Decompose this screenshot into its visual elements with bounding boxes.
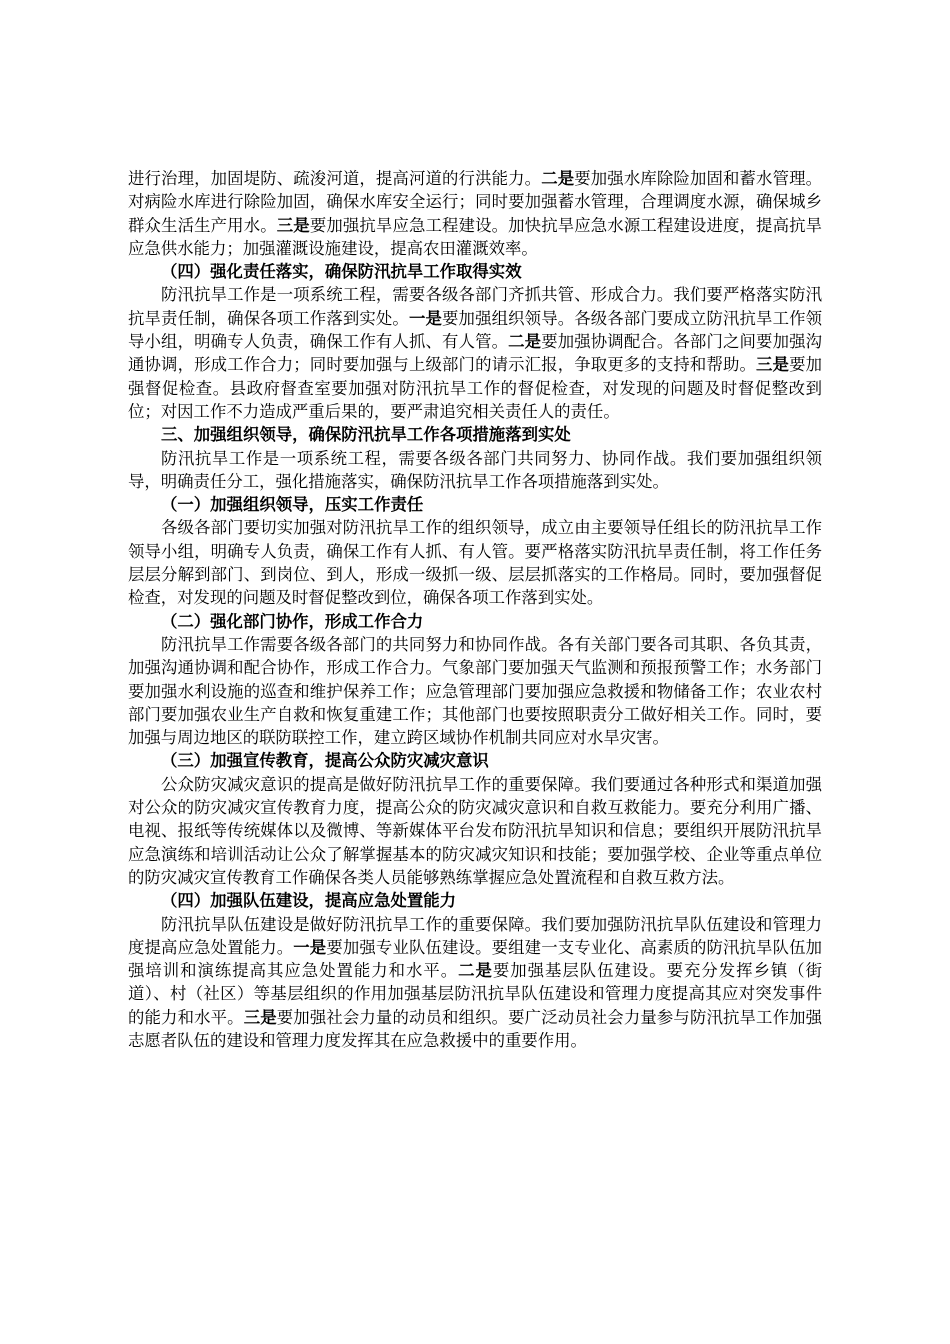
paragraph-text: 防汛抗旱队伍建设是做好防汛抗旱工作的重要保障。我们要加强防汛抗旱队伍建设和管理力度提高应急处置能力。 [128,914,822,957]
body-paragraph [128,167,822,260]
paragraph-text: 要加强基层队伍建设。要充分发挥乡镇（街道）、村（社区）等基层组织的作用加强基层防汛抗旱队伍建设和管理力度提高其应对突发事件的能力和水平。 [128,961,823,1027]
paragraph-text: 要加强组织领导。各级各部门要成立防汛抗旱工作领导小组，明确专人负责，确保工作有人抓、有人管。 [128,308,823,352]
paragraph-text: 进行治理，加固堤防、疏浚河道，提高河道的行洪能力。 [128,169,542,188]
bold-marker: 三是 [243,1007,277,1027]
paragraph-text: 防汛抗旱工作需要各级各部门的共同努力和协同作战。各有关部门要各司其职、各负其责，加强沟通协调和配合协作，形成工作合力。气象部门要加强天气监测和预报预警工作；水务部门要加强水利设施的巡查和维护保养工作；应急管理部门要加强应急救援和物储备工作；农业农村部门要加强农业生产自救和恢复重建工作；其他部门也要按照职责分工做好相关工作。同时，要加强与周边地区的联防联控工作，建立跨区域协作机制共同应对水旱灾害。 [128,634,822,748]
body-paragraph [128,516,822,609]
section-heading: （四）加强队伍建设，提高应急处置能力 [161,891,457,911]
bold-marker: 二是 [541,169,575,188]
bold-marker: 三是 [756,355,790,375]
body-paragraph [128,283,822,423]
paragraph-text: 要加强抗旱应急工程建设。加快抗旱应急水源工程建设进度，提高抗旱应急供水能力；加强灌溉设施建设，提高农田灌溉效率。 [128,215,823,258]
paragraph-text: 要加强水库除险加固和蓄水管理。对病险水库进行除险加固，确保水库安全运行；同时要加强蓄水管理，合理调度水源，确保城乡群众生活生产用水。 [128,169,823,235]
body-paragraph [128,447,822,494]
body-paragraph [128,773,822,889]
bold-marker: 二是 [458,961,493,981]
paragraph-text: 防汛抗旱工作是一项系统工程，需要各级各部门齐抓共管、形成合力。我们要严格落实防汛抗旱责任制，确保各项工作落到实处。 [128,285,822,328]
paragraph-text: 要加强社会力量的动员和组织。要广泛动员社会力量参与防汛抗旱工作加强志愿者队伍的建设和管理力度发挥其在应急救援中的重要作用。 [128,1007,823,1050]
body-paragraph [128,633,822,749]
section-heading: 三、加强组织领导，确保防汛抗旱工作各项措施落到实处 [161,425,571,445]
section-heading: （三）加强宣传教育，提高公众防灾减灾意识 [161,751,489,771]
bold-marker: 一是 [293,937,327,957]
body-paragraph [128,913,822,1053]
bold-marker: 二是 [508,332,542,352]
bold-marker: 三是 [276,215,310,235]
paragraph-text: 防汛抗旱工作是一项系统工程，需要各级各部门共同努力、协同作战。我们要加强组织领导，明确责任分工，强化措施落实，确保防汛抗旱工作各项措施落到实处。 [128,448,822,491]
paragraph-text: 各级各部门要切实加强对防汛抗旱工作的组织领导，成立由主要领导任组长的防汛抗旱工作领导小组，明确专人负责，确保工作有人抓、有人管。要严格落实防汛抗旱责任制，将工作任务层层分解到部门、到岗位、到人，形成一级抓一级、层层抓落实的工作格局。同时，要加强督促检查，对发现的问题及时督促整改到位，确保各项工作落到实处。 [128,518,822,608]
document-body [128,167,822,1052]
paragraph-text: 要加强专业队伍建设。要组建一支专业化、高素质的防汛抗旱队伍加强培训和演练提高其应急处置能力和水平。 [128,937,823,981]
paragraph-text: 要加强督促检查。县政府督查室要加强对防汛抗旱工作的督促检查，对发现的问题及时督促整改到位；对因工作不力造成严重后果的，要严肃追究相关责任人的责任。 [128,355,823,421]
section-heading: （一）加强组织领导，压实工作责任 [161,495,424,515]
paragraph-text: 要加强协调配合。各部门之间要加强沟通协调，形成工作合力；同时要加强与上级部门的请示汇报，争取更多的支持和帮助。 [128,332,823,375]
section-heading: （二）强化部门协作，形成工作合力 [161,611,424,631]
bold-marker: 一是 [408,308,443,328]
paragraph-text: 公众防灾减灾意识的提高是做好防汛抗旱工作的重要保障。我们要通过各种形式和渠道加强对公众的防灾减灾宣传教育力度，提高公众的防灾减灾意识和自救互救能力。要充分利用广播、电视、报纸等传统媒体以及微博、等新媒体平台发布防汛抗旱知识和信息；要组织开展防汛抗旱应急演练和培训活动让公众了解掌握基本的防灾减灾知识和技能；要加强学校、企业等重点单位的防灾减灾宣传教育工作确保各类人员能够熟练掌握应急处置流程和自救互救方法。 [128,774,822,887]
section-heading: （四）强化责任落实，确保防汛抗旱工作取得实效 [161,262,522,282]
